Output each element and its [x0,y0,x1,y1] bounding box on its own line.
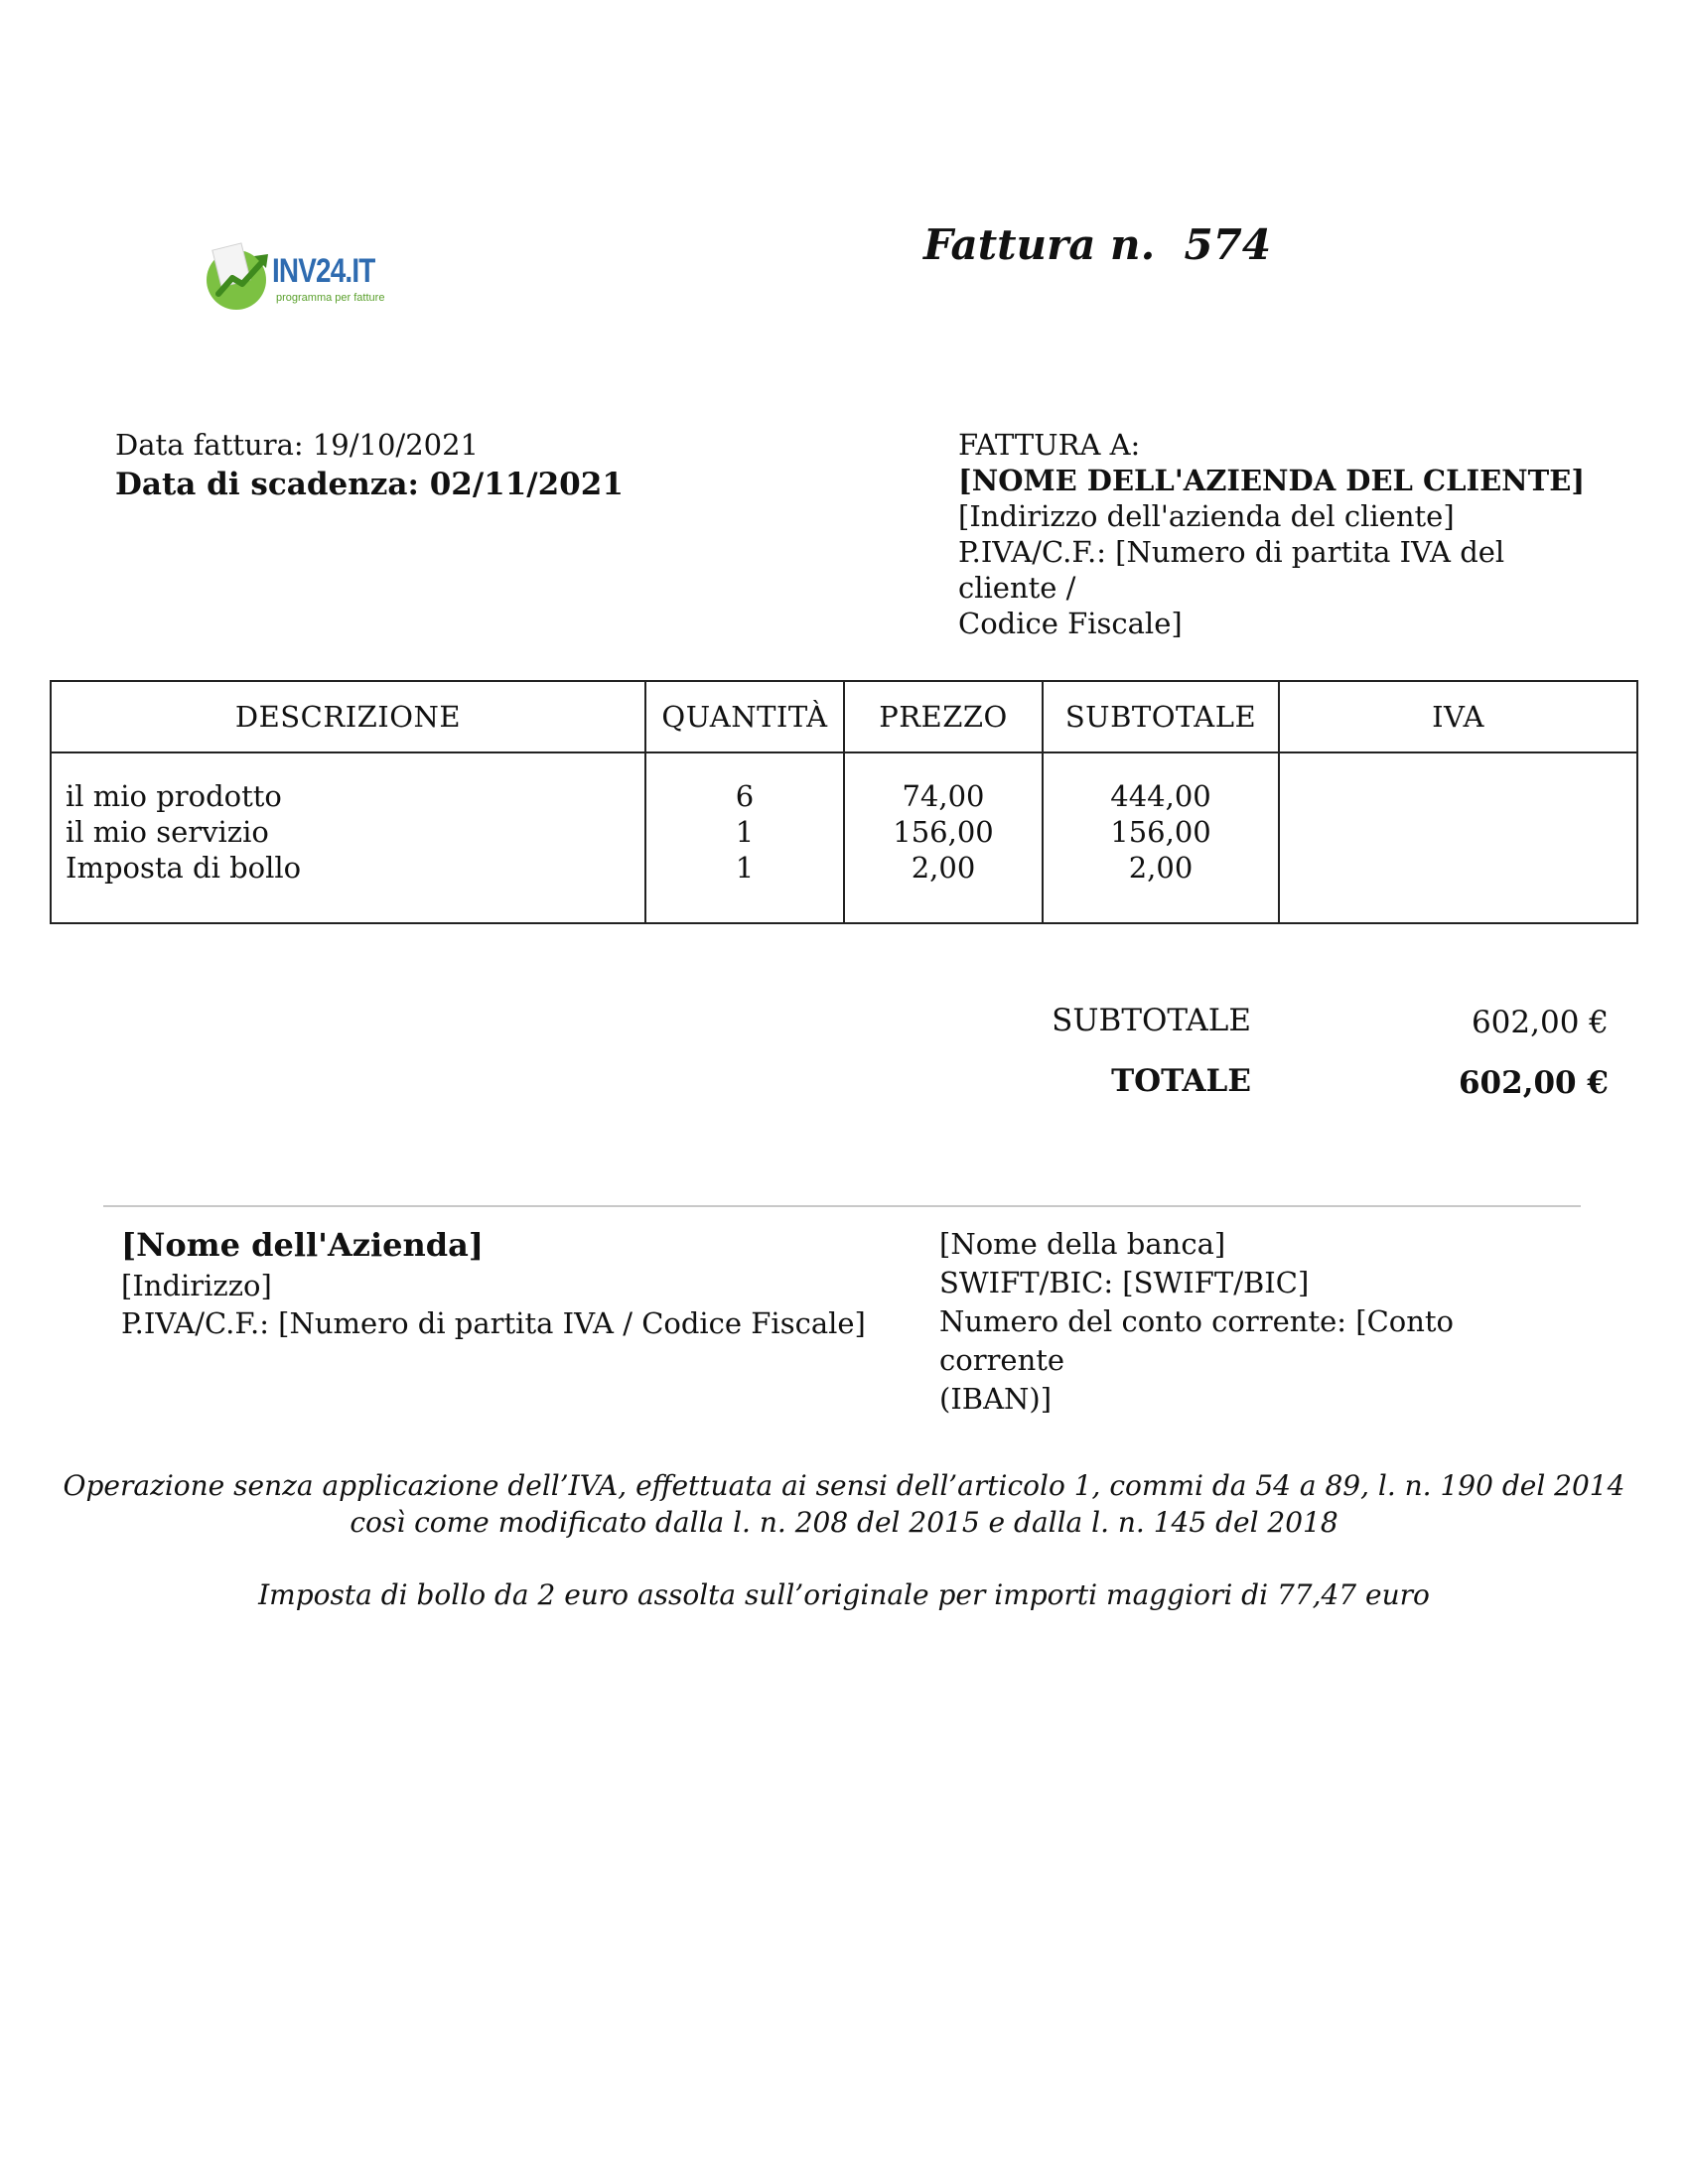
company-name: [Nome dell'Azienda] [121,1226,484,1264]
items-table [50,680,1638,924]
bill-to-heading: FATTURA A: [958,428,1141,462]
subtotal-value: 602,00 € [1471,1005,1609,1040]
header-quantity: QUANTITÀ [646,682,843,753]
row-3-quantity: 1 [735,851,755,885]
bank-account-line1: Numero del conto corrente: [Conto corrente [939,1304,1455,1377]
row-3-price: 2,00 [911,851,976,885]
invoice-number: 574 [1184,220,1272,269]
header-vat: IVA [1280,682,1636,753]
row-1-subtotal: 444,00 [1110,779,1211,813]
row-2-quantity: 1 [735,815,755,849]
legal-note-line1: Operazione senza applicazione dell’IVA, effettuata ai sensi dell’articolo 1, commi da 54 a 89, l. n. 190 del 2014 [63,1469,1625,1502]
bank-account-line2: (IBAN)] [939,1382,1053,1416]
company-address: [Indirizzo] [121,1269,272,1302]
subtotal-label: SUBTOTALE [1052,1003,1251,1038]
column-subtotal [1044,682,1280,922]
row-1-quantity: 6 [735,779,755,813]
bank-swift: SWIFT/BIC: [SWIFT/BIC] [939,1266,1310,1299]
legal-note [0,1467,1688,1541]
row-2-subtotal: 156,00 [1110,815,1211,849]
company-info [121,1223,866,1342]
invoice-dates [115,425,624,504]
total-value: 602,00 € [1458,1065,1609,1101]
client-address: [Indirizzo dell'azienda del cliente] [958,499,1455,533]
header-subtotal: SUBTOTALE [1044,682,1278,753]
row-1-price: 74,00 [902,779,985,813]
invoice-title-label: Fattura n. [923,220,1156,269]
header-price: PREZZO [845,682,1042,753]
invoice-title [923,220,1271,269]
bill-to [958,427,1594,641]
company-vat: P.IVA/C.F.: [Numero di partita IVA / Codice Fiscale] [121,1306,866,1340]
invoice-date: Data fattura: 19/10/2021 [115,428,479,462]
logo [199,238,397,318]
row-1-description: il mio prodotto [66,779,282,813]
row-2-description: il mio servizio [66,815,269,849]
legal-note-line2: così come modificato dalla l. n. 208 del 2015 e dalla l. n. 145 del 2018 [350,1506,1338,1539]
column-vat [1280,682,1636,922]
due-date: Data di scadenza: 02/11/2021 [115,467,624,502]
client-vat-line1: P.IVA/C.F.: [Numero di partita IVA del cliente / [958,535,1505,605]
client-vat-line2: Codice Fiscale] [958,607,1183,640]
row-2-price: 156,00 [893,815,994,849]
logo-wordmark: INV24.IT [272,252,375,290]
column-description [52,682,646,922]
footer-divider [103,1205,1581,1207]
client-name: [NOME DELL'AZIENDA DEL CLIENTE] [958,464,1586,497]
stamp-duty-note: Imposta di bollo da 2 euro assolta sull’originale per importi maggiori di 77,47 euro [258,1578,1430,1611]
header-description: DESCRIZIONE [52,682,644,753]
total-label: TOTALE [1111,1063,1251,1099]
row-3-subtotal: 2,00 [1128,851,1194,885]
bank-name: [Nome della banca] [939,1227,1226,1261]
column-quantity [646,682,845,922]
row-3-description: Imposta di bollo [66,851,302,885]
column-price [845,682,1044,922]
bank-info [939,1225,1575,1419]
logo-tagline: programma per fatture [276,292,385,304]
logo-icon [199,238,274,314]
